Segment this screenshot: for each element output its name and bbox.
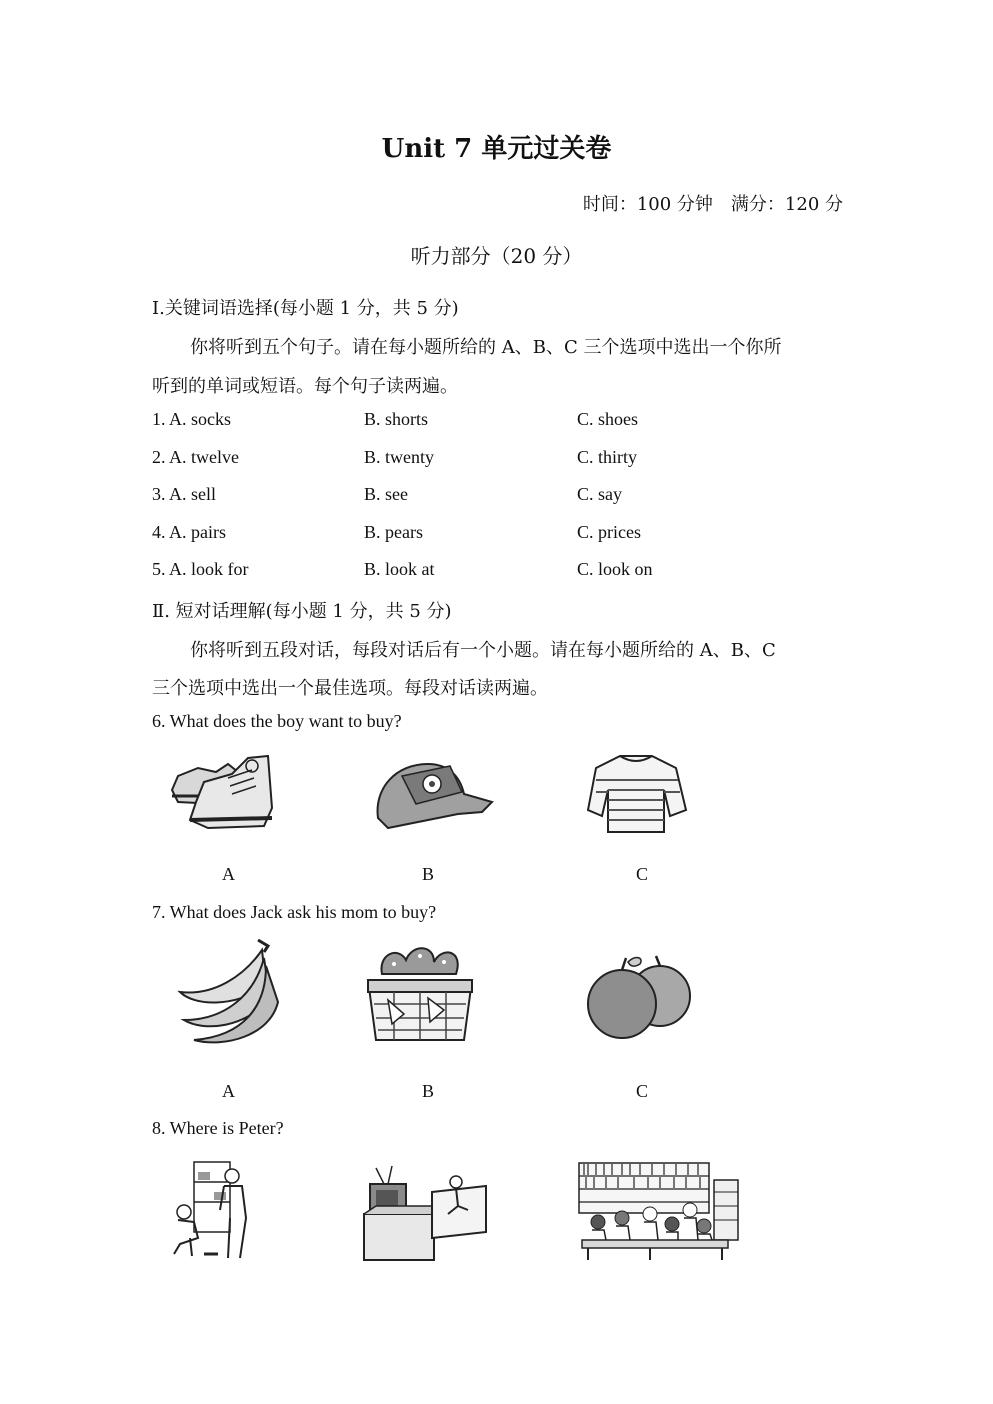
q1-option-a: 1. A. socks: [152, 409, 232, 429]
section1-heading: Ⅰ.关键词语选择(每小题 1 分，共 5 分): [152, 298, 459, 319]
q3-option-a: 3. A. sell: [152, 484, 217, 504]
q5-option-b: B. look at: [364, 559, 435, 579]
q4-option-b: B. pears: [364, 522, 423, 542]
q2-option-c: C. thirty: [577, 447, 638, 467]
question-6: 6. What does the boy want to buy?: [152, 711, 402, 731]
question-8: 8. Where is Peter?: [152, 1118, 284, 1138]
q7-label-a: A: [222, 1081, 235, 1101]
q5-option-c: C. look on: [577, 559, 653, 579]
question-7: 7. What does Jack ask his mom to buy?: [152, 902, 437, 922]
strawberry-basket-icon: [364, 940, 476, 1044]
q7-label-b: B: [422, 1081, 435, 1101]
q1-option-c: C. shoes: [577, 409, 639, 429]
q6-label-c: C: [636, 864, 649, 884]
bananas-icon: [174, 936, 282, 1048]
section1-instruction-line1: 你将听到五个句子。请在每小题所给的 A、B、C 三个选项中选出一个你所: [190, 337, 782, 358]
section2-instruction-line2: 三个选项中选出一个最佳选项。每段对话读两遍。: [152, 678, 548, 699]
q4-option-a: 4. A. pairs: [152, 522, 226, 542]
page-title: Unit 7 单元过关卷: [381, 134, 612, 164]
q4-option-c: C. prices: [577, 522, 641, 542]
shoes-icon: [168, 748, 280, 834]
q3-option-b: B. see: [364, 484, 408, 504]
q2-option-b: B. twenty: [364, 447, 434, 467]
q7-label-c: C: [636, 1081, 649, 1101]
section1-instruction-line2: 听到的单词或短语。每个句子读两遍。: [152, 376, 458, 397]
q6-label-b: B: [422, 864, 435, 884]
apples-icon: [584, 954, 694, 1042]
cap-icon: [372, 758, 494, 832]
q2-option-a: 2. A. twelve: [152, 447, 239, 467]
living-room-tv-scene-icon: [362, 1162, 488, 1262]
q1-option-b: B. shorts: [364, 409, 429, 429]
q3-option-c: C. say: [577, 484, 622, 504]
q5-option-a: 5. A. look for: [152, 559, 249, 579]
part-heading: 听力部分（20 分）: [410, 244, 583, 268]
section2-instruction-line1: 你将听到五段对话，每段对话后有一个小题。请在每小题所给的 A、B、C: [190, 640, 776, 661]
q6-label-a: A: [222, 864, 235, 884]
sweater-icon: [586, 750, 688, 834]
section2-heading: Ⅱ. 短对话理解(每小题 1 分，共 5 分): [152, 601, 452, 622]
exam-meta: 时间：100 分钟 满分：120 分: [582, 194, 843, 215]
library-scene-icon: [578, 1162, 740, 1262]
shoe-store-scene-icon: [164, 1158, 264, 1262]
